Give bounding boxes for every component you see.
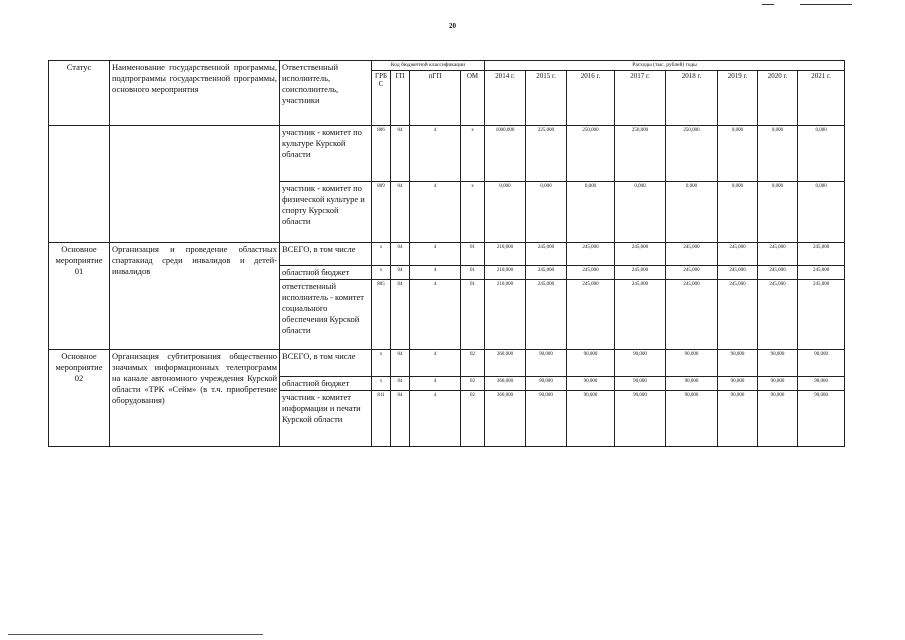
value-cell: 1000,000 [485,126,526,182]
value-cell: 245,000 [758,266,798,280]
value-cell: 90,000 [526,350,567,377]
responsible-cell: участник - комитет по культуре Курской области [280,126,372,182]
value-cell: 245,000 [718,266,758,280]
value-cell: 90,000 [798,377,845,391]
value-cell: 250,000 [567,126,615,182]
header-code-pgp: пГП [410,71,461,126]
header-year: 2015 г. [526,71,567,126]
value-cell: 245,000 [567,280,615,350]
value-cell: 0,000 [567,182,615,243]
code-cell: х [461,126,485,182]
code-cell: 04 [391,391,410,447]
header-code-gp: ГП [391,71,410,126]
code-cell: 04 [391,126,410,182]
value-cell: 90,000 [526,391,567,447]
scan-artifact-line [800,4,852,5]
code-cell: 04 [391,350,410,377]
value-cell: 0,000 [758,182,798,243]
value-cell: 90,000 [567,391,615,447]
value-cell: 0,000 [615,182,666,243]
code-cell: 01 [461,266,485,280]
header-year: 2020 г. [758,71,798,126]
responsible-cell: ВСЕГО, в том числе [280,243,372,266]
page-number: 20 [449,22,456,30]
value-cell: 90,000 [718,377,758,391]
code-cell: х [372,266,391,280]
responsible-cell: ответственный исполнитель - комитет социального обеспечения Курской области [280,280,372,350]
value-cell: 90,000 [798,391,845,447]
responsible-cell: участник - комитет информации и печати Курской области [280,391,372,447]
value-cell: 245,000 [798,280,845,350]
responsible-cell: ВСЕГО, в том числе [280,350,372,377]
value-cell: 90,000 [758,377,798,391]
header-year: 2018 г. [666,71,718,126]
code-cell: 4 [410,126,461,182]
scan-artifact-line [762,4,774,5]
value-cell: 245,000 [758,243,798,266]
header-code-om: ОМ [461,71,485,126]
code-cell: 04 [391,266,410,280]
table-row [49,350,845,377]
value-cell: 245,000 [666,243,718,266]
code-cell: 806 [372,126,391,182]
status-cell: Основное мероприятие 02 [49,350,110,447]
value-cell: 245,000 [526,266,567,280]
value-cell: 245,000 [718,243,758,266]
value-cell: 245,000 [615,266,666,280]
value-cell: 360,000 [485,391,526,447]
value-cell: 0,000 [798,126,845,182]
budget-table [48,60,845,447]
value-cell: 0,000 [718,126,758,182]
header-year: 2014 г. [485,71,526,126]
value-cell: 245,000 [567,243,615,266]
header-year: 2016 г. [567,71,615,126]
value-cell: 0,000 [718,182,758,243]
code-cell: 4 [410,377,461,391]
name-cell [110,126,280,243]
code-cell: 04 [391,280,410,350]
status-cell [49,126,110,243]
value-cell: 90,000 [615,350,666,377]
value-cell: 90,000 [615,377,666,391]
code-cell: 01 [461,280,485,350]
value-cell: 0,000 [526,182,567,243]
value-cell: 90,000 [666,377,718,391]
header-responsible: Ответственный исполнитель, соисполнитель, участники [280,61,372,126]
code-cell: 4 [410,350,461,377]
table-row [49,126,845,182]
code-cell: 4 [410,266,461,280]
code-cell: 4 [410,280,461,350]
value-cell: 90,000 [798,350,845,377]
responsible-cell: участник - комитет по физической культуре и спорту Курской области [280,182,372,243]
value-cell: 250,000 [615,126,666,182]
header-code-grbs: ГРБ С [372,71,391,126]
value-cell: 90,000 [758,391,798,447]
value-cell: 90,000 [526,377,567,391]
code-cell: 805 [372,280,391,350]
value-cell: 90,000 [758,350,798,377]
code-cell: 02 [461,350,485,377]
code-cell: 04 [391,243,410,266]
value-cell: 210,000 [485,280,526,350]
value-cell: 225,000 [526,126,567,182]
value-cell: 245,000 [526,280,567,350]
header-status: Статус [49,61,110,126]
value-cell: 245,000 [666,266,718,280]
value-cell: 90,000 [567,377,615,391]
status-cell: Основное мероприятие 01 [49,243,110,350]
header-name: Наименование государственной программы, подпрограммы государственной программы, основного мероприятия [110,61,280,126]
header-year: 2017 г. [615,71,666,126]
value-cell: 90,000 [718,391,758,447]
name-cell: Организация и проведение областных спартакиад среди инвалидов и детей-инвалидов [110,243,280,350]
code-cell: 811 [372,391,391,447]
value-cell: 90,000 [615,391,666,447]
code-cell: х [372,377,391,391]
responsible-cell: областной бюджет [280,377,372,391]
scan-artifact-line [8,634,263,635]
value-cell: 90,000 [567,350,615,377]
name-cell: Организация субтитрования общественно значимых информационных телепрограмм на канале автономного учреждения Курской области «ТРК «Сейм» (в т.ч. приобретение оборудования) [110,350,280,447]
value-cell: 245,000 [798,243,845,266]
header-code-group: Код бюджетной классификации [372,61,485,71]
value-cell: 245,000 [798,266,845,280]
value-cell: 250,000 [666,126,718,182]
value-cell: 245,000 [718,280,758,350]
value-cell: 245,000 [666,280,718,350]
value-cell: 0,000 [485,182,526,243]
code-cell: 02 [461,391,485,447]
value-cell: 0,000 [758,126,798,182]
value-cell: 0,000 [666,182,718,243]
table-row [49,243,845,266]
value-cell: 90,000 [666,391,718,447]
code-cell: 4 [410,182,461,243]
header-year: 2019 г. [718,71,758,126]
code-cell: х [372,243,391,266]
responsible-cell: областной бюджет [280,266,372,280]
header-expenses-group: Расходы (тыс. рублей) годы [485,61,845,71]
value-cell: 245,000 [758,280,798,350]
value-cell: 245,000 [567,266,615,280]
value-cell: 0,000 [798,182,845,243]
value-cell: 360,000 [485,350,526,377]
code-cell: 4 [410,243,461,266]
code-cell: 02 [461,377,485,391]
value-cell: 90,000 [718,350,758,377]
code-cell: 04 [391,182,410,243]
value-cell: 360,000 [485,377,526,391]
header-year: 2021 г. [798,71,845,126]
value-cell: 245,000 [615,280,666,350]
code-cell: 04 [391,377,410,391]
value-cell: 90,000 [666,350,718,377]
table-header-row [49,61,845,71]
code-cell: 01 [461,243,485,266]
value-cell: 210,000 [485,243,526,266]
code-cell: 4 [410,391,461,447]
value-cell: 245,000 [615,243,666,266]
code-cell: х [372,350,391,377]
value-cell: 210,000 [485,266,526,280]
code-cell: 809 [372,182,391,243]
code-cell: х [461,182,485,243]
value-cell: 245,000 [526,243,567,266]
